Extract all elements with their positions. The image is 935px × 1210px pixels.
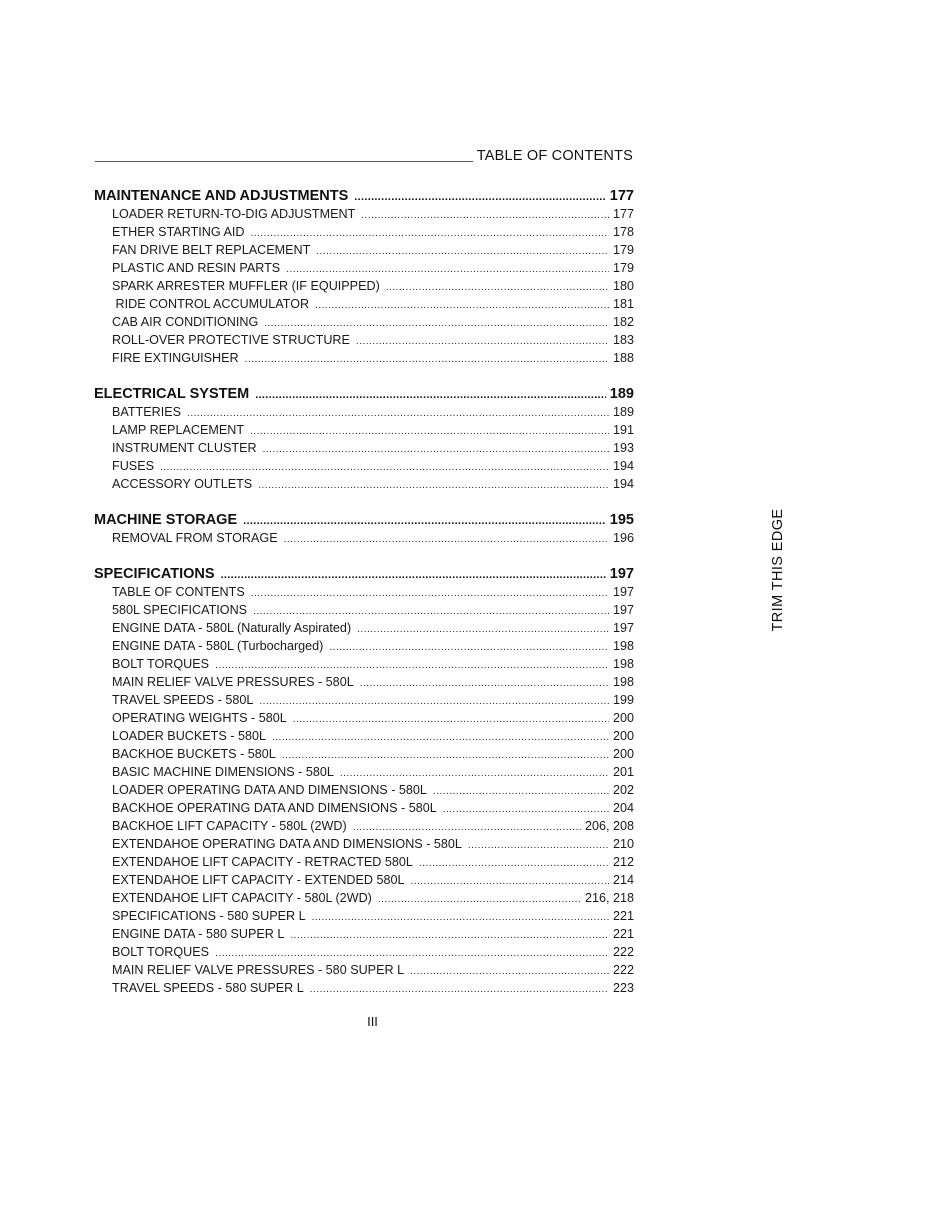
dot-leader bbox=[251, 583, 609, 601]
toc-entry[interactable] bbox=[94, 673, 634, 691]
toc-page-number: 194 bbox=[612, 477, 634, 491]
toc-heading-label: SPECIFICATIONS bbox=[94, 566, 215, 582]
dot-leader bbox=[251, 223, 609, 241]
dot-leader bbox=[353, 817, 581, 835]
dot-leader bbox=[340, 763, 609, 781]
dot-leader bbox=[443, 799, 609, 817]
toc-entry[interactable] bbox=[94, 691, 634, 709]
dot-leader bbox=[411, 871, 609, 889]
toc-page-number: 214 bbox=[612, 873, 634, 887]
toc-entry-label: PLASTIC AND RESIN PARTS bbox=[112, 261, 281, 275]
toc-entry-label: BOLT TORQUES bbox=[112, 945, 210, 959]
toc-entry[interactable] bbox=[94, 583, 634, 601]
toc-page-number: 201 bbox=[612, 765, 634, 779]
dot-leader bbox=[272, 727, 609, 745]
toc-entry[interactable] bbox=[94, 925, 634, 943]
toc-entry-label: EXTENDAHOE LIFT CAPACITY - 580L (2WD) bbox=[112, 891, 372, 905]
toc-entry[interactable] bbox=[94, 979, 634, 997]
toc-entry-label: EXTENDAHOE LIFT CAPACITY - RETRACTED 580L bbox=[112, 855, 413, 869]
dot-leader bbox=[250, 421, 609, 439]
toc-page-number: 222 bbox=[612, 963, 634, 977]
toc-page-number: 180 bbox=[612, 279, 634, 293]
toc-section-specifications bbox=[94, 565, 634, 997]
toc-page-number: 193 bbox=[612, 441, 634, 455]
toc-page-number: 182 bbox=[612, 315, 634, 329]
toc-entry-label: MAIN RELIEF VALVE PRESSURES - 580L bbox=[112, 675, 354, 689]
dot-leader bbox=[310, 979, 609, 997]
toc-page-number: 200 bbox=[612, 729, 634, 743]
header-title: TABLE OF CONTENTS bbox=[476, 148, 633, 164]
toc-entry[interactable] bbox=[94, 457, 634, 475]
toc-page-number: 198 bbox=[612, 657, 634, 671]
dot-leader bbox=[357, 619, 609, 637]
toc-entry[interactable] bbox=[94, 313, 634, 331]
page-header bbox=[95, 146, 633, 164]
toc-entry-label: TRAVEL SPEEDS - 580L bbox=[112, 693, 254, 707]
toc-page-number: 216, 218 bbox=[584, 891, 634, 905]
toc-entry[interactable] bbox=[94, 907, 634, 925]
toc-page-number: 202 bbox=[612, 783, 634, 797]
toc-page-number: 197 bbox=[612, 621, 634, 635]
dot-leader bbox=[258, 475, 609, 493]
toc-entry-label: 580L SPECIFICATIONS bbox=[112, 603, 248, 617]
dot-leader bbox=[419, 853, 609, 871]
toc-entry-label: SPECIFICATIONS - 580 SUPER L bbox=[112, 909, 306, 923]
toc-page-number: 221 bbox=[612, 909, 634, 923]
dot-leader bbox=[410, 961, 609, 979]
toc-entry[interactable] bbox=[94, 871, 634, 889]
toc-entry-label: ACCESSORY OUTLETS bbox=[112, 477, 253, 491]
toc-entry-label: ROLL-OVER PROTECTIVE STRUCTURE bbox=[112, 333, 350, 347]
toc-entry-label: LOADER BUCKETS - 580L bbox=[112, 729, 266, 743]
toc-entry[interactable] bbox=[94, 277, 634, 295]
toc-page-number: 189 bbox=[612, 405, 634, 419]
toc-entry[interactable] bbox=[94, 763, 634, 781]
toc-entry-label: BACKHOE OPERATING DATA AND DIMENSIONS - 580L bbox=[112, 801, 437, 815]
toc-entry[interactable] bbox=[94, 475, 634, 493]
dot-leader bbox=[361, 205, 609, 223]
dot-leader bbox=[356, 331, 609, 349]
toc-page-number: 196 bbox=[612, 531, 634, 545]
toc-heading-label: MAINTENANCE AND ADJUSTMENTS bbox=[94, 188, 349, 204]
toc-entry-label: EXTENDAHOE OPERATING DATA AND DIMENSIONS - 580L bbox=[112, 837, 462, 851]
toc-entry[interactable] bbox=[94, 295, 634, 313]
toc-entry[interactable] bbox=[94, 205, 634, 223]
toc-entry[interactable] bbox=[94, 745, 634, 763]
toc-page-number: 194 bbox=[612, 459, 634, 473]
toc-heading-label: ELECTRICAL SYSTEM bbox=[94, 386, 250, 402]
dot-leader bbox=[221, 565, 606, 583]
toc-entry-label: ETHER STARTING AID bbox=[112, 225, 245, 239]
dot-leader bbox=[386, 277, 609, 295]
toc-entry-label: OPERATING WEIGHTS - 580L bbox=[112, 711, 287, 725]
toc-entry[interactable] bbox=[94, 619, 634, 637]
toc-page-number: 181 bbox=[612, 297, 634, 311]
toc-entry-label: ENGINE DATA - 580L (Turbocharged) bbox=[112, 639, 324, 653]
toc-page-number: 191 bbox=[612, 423, 634, 437]
toc-entry-label: MAIN RELIEF VALVE PRESSURES - 580 SUPER L bbox=[112, 963, 405, 977]
toc-section-heading[interactable] bbox=[94, 385, 634, 403]
toc-page-number: 188 bbox=[612, 351, 634, 365]
toc-entry[interactable] bbox=[94, 439, 634, 457]
toc-page-number: 179 bbox=[612, 243, 634, 257]
toc-page-number: 198 bbox=[612, 639, 634, 653]
dot-leader bbox=[264, 313, 609, 331]
toc-entry-label: REMOVAL FROM STORAGE bbox=[112, 531, 278, 545]
toc-page-number: 204 bbox=[612, 801, 634, 815]
toc-page-number: 200 bbox=[612, 711, 634, 725]
dot-leader bbox=[215, 655, 609, 673]
dot-leader bbox=[290, 925, 609, 943]
toc-page-number: 189 bbox=[609, 386, 634, 402]
toc-page-number: 206, 208 bbox=[584, 819, 634, 833]
toc-entry-label: SPARK ARRESTER MUFFLER (IF EQUIPPED) bbox=[112, 279, 380, 293]
dot-leader bbox=[433, 781, 609, 799]
dot-leader bbox=[245, 349, 609, 367]
toc-page-number: 221 bbox=[612, 927, 634, 941]
dot-leader bbox=[293, 709, 609, 727]
toc-section-heading[interactable] bbox=[94, 565, 634, 583]
toc-section-storage bbox=[94, 511, 634, 547]
dot-leader bbox=[215, 943, 609, 961]
toc-entry[interactable] bbox=[94, 961, 634, 979]
toc-page-number: 177 bbox=[612, 207, 634, 221]
toc-entry-label: FIRE EXTINGUISHER bbox=[112, 351, 239, 365]
dot-leader bbox=[160, 457, 609, 475]
toc-entry[interactable] bbox=[94, 709, 634, 727]
dot-leader bbox=[354, 187, 606, 205]
toc-heading-label: MACHINE STORAGE bbox=[94, 512, 238, 528]
toc-entry-label: ENGINE DATA - 580L (Naturally Aspirated) bbox=[112, 621, 352, 635]
toc-entry[interactable] bbox=[94, 889, 634, 907]
dot-leader bbox=[243, 511, 606, 529]
toc-entry[interactable] bbox=[94, 943, 634, 961]
toc-entry-label: BACKHOE LIFT CAPACITY - 580L (2WD) bbox=[112, 819, 347, 833]
toc-entry[interactable] bbox=[94, 259, 634, 277]
header-rule bbox=[95, 161, 473, 162]
toc-entry[interactable] bbox=[94, 727, 634, 745]
toc-entry-label: RIDE CONTROL ACCUMULATOR bbox=[112, 297, 310, 311]
dot-leader bbox=[282, 745, 609, 763]
toc-entry[interactable] bbox=[94, 223, 634, 241]
toc-entry-label: LAMP REPLACEMENT bbox=[112, 423, 245, 437]
toc-entry-label: LOADER RETURN-TO-DIG ADJUSTMENT bbox=[112, 207, 356, 221]
toc-page-number: 222 bbox=[612, 945, 634, 959]
toc-entry-label: BOLT TORQUES bbox=[112, 657, 210, 671]
toc-entry-label: BATTERIES bbox=[112, 405, 182, 419]
toc-entry[interactable] bbox=[94, 403, 634, 421]
toc-entry[interactable] bbox=[94, 655, 634, 673]
toc-entry[interactable] bbox=[94, 349, 634, 367]
toc-entry[interactable] bbox=[94, 799, 634, 817]
toc-entry-label: FUSES bbox=[112, 459, 154, 473]
toc-entry-label: EXTENDAHOE LIFT CAPACITY - EXTENDED 580L bbox=[112, 873, 405, 887]
dot-leader bbox=[286, 259, 609, 277]
toc-entry[interactable] bbox=[94, 817, 634, 835]
dot-leader bbox=[253, 601, 609, 619]
dot-leader bbox=[378, 889, 581, 907]
toc-section-maintenance bbox=[94, 187, 634, 367]
toc-page-number: 197 bbox=[609, 566, 634, 582]
toc-entry[interactable] bbox=[94, 637, 634, 655]
toc-entry[interactable] bbox=[94, 781, 634, 799]
toc-page-number: 195 bbox=[609, 512, 634, 528]
dot-leader bbox=[468, 835, 609, 853]
toc-section-heading[interactable] bbox=[94, 511, 634, 529]
toc-entry[interactable] bbox=[94, 331, 634, 349]
dot-leader bbox=[255, 385, 606, 403]
toc-entry[interactable] bbox=[94, 529, 634, 547]
toc-entry-label: BACKHOE BUCKETS - 580L bbox=[112, 747, 276, 761]
toc-page-number: 183 bbox=[612, 333, 634, 347]
toc-page-number: 212 bbox=[612, 855, 634, 869]
toc-page-number: 200 bbox=[612, 747, 634, 761]
trim-edge-label: TRIM THIS EDGE bbox=[770, 508, 786, 632]
dot-leader bbox=[316, 241, 609, 259]
toc-page-number: 210 bbox=[612, 837, 634, 851]
toc-entry-label: FAN DRIVE BELT REPLACEMENT bbox=[112, 243, 311, 257]
dot-leader bbox=[263, 439, 609, 457]
toc-page-number: 199 bbox=[612, 693, 634, 707]
toc-entry-label: CAB AIR CONDITIONING bbox=[112, 315, 259, 329]
dot-leader bbox=[315, 295, 609, 313]
table-of-contents bbox=[94, 187, 634, 1015]
toc-page-number: 177 bbox=[609, 188, 634, 204]
toc-entry-label: TRAVEL SPEEDS - 580 SUPER L bbox=[112, 981, 304, 995]
toc-entry[interactable] bbox=[94, 241, 634, 259]
page-number: III bbox=[367, 1014, 378, 1029]
toc-entry-label: INSTRUMENT CLUSTER bbox=[112, 441, 257, 455]
dot-leader bbox=[312, 907, 609, 925]
toc-entry-label: TABLE OF CONTENTS bbox=[112, 585, 245, 599]
toc-entry-label: ENGINE DATA - 580 SUPER L bbox=[112, 927, 285, 941]
toc-section-heading[interactable] bbox=[94, 187, 634, 205]
dot-leader bbox=[259, 691, 609, 709]
toc-entry-label: LOADER OPERATING DATA AND DIMENSIONS - 580L bbox=[112, 783, 427, 797]
trim-edge-note bbox=[768, 510, 788, 630]
toc-page-number: 198 bbox=[612, 675, 634, 689]
dot-leader bbox=[360, 673, 609, 691]
toc-page-number: 178 bbox=[612, 225, 634, 239]
dot-leader bbox=[284, 529, 609, 547]
toc-page-number: 197 bbox=[612, 603, 634, 617]
toc-entry[interactable] bbox=[94, 835, 634, 853]
dot-leader bbox=[187, 403, 609, 421]
toc-page-number: 179 bbox=[612, 261, 634, 275]
toc-entry[interactable] bbox=[94, 601, 634, 619]
dot-leader bbox=[329, 637, 609, 655]
toc-entry[interactable] bbox=[94, 853, 634, 871]
toc-entry-label: BASIC MACHINE DIMENSIONS - 580L bbox=[112, 765, 334, 779]
toc-entry[interactable] bbox=[94, 421, 634, 439]
toc-section-electrical bbox=[94, 385, 634, 493]
toc-page-number: 223 bbox=[612, 981, 634, 995]
toc-page-number: 197 bbox=[612, 585, 634, 599]
